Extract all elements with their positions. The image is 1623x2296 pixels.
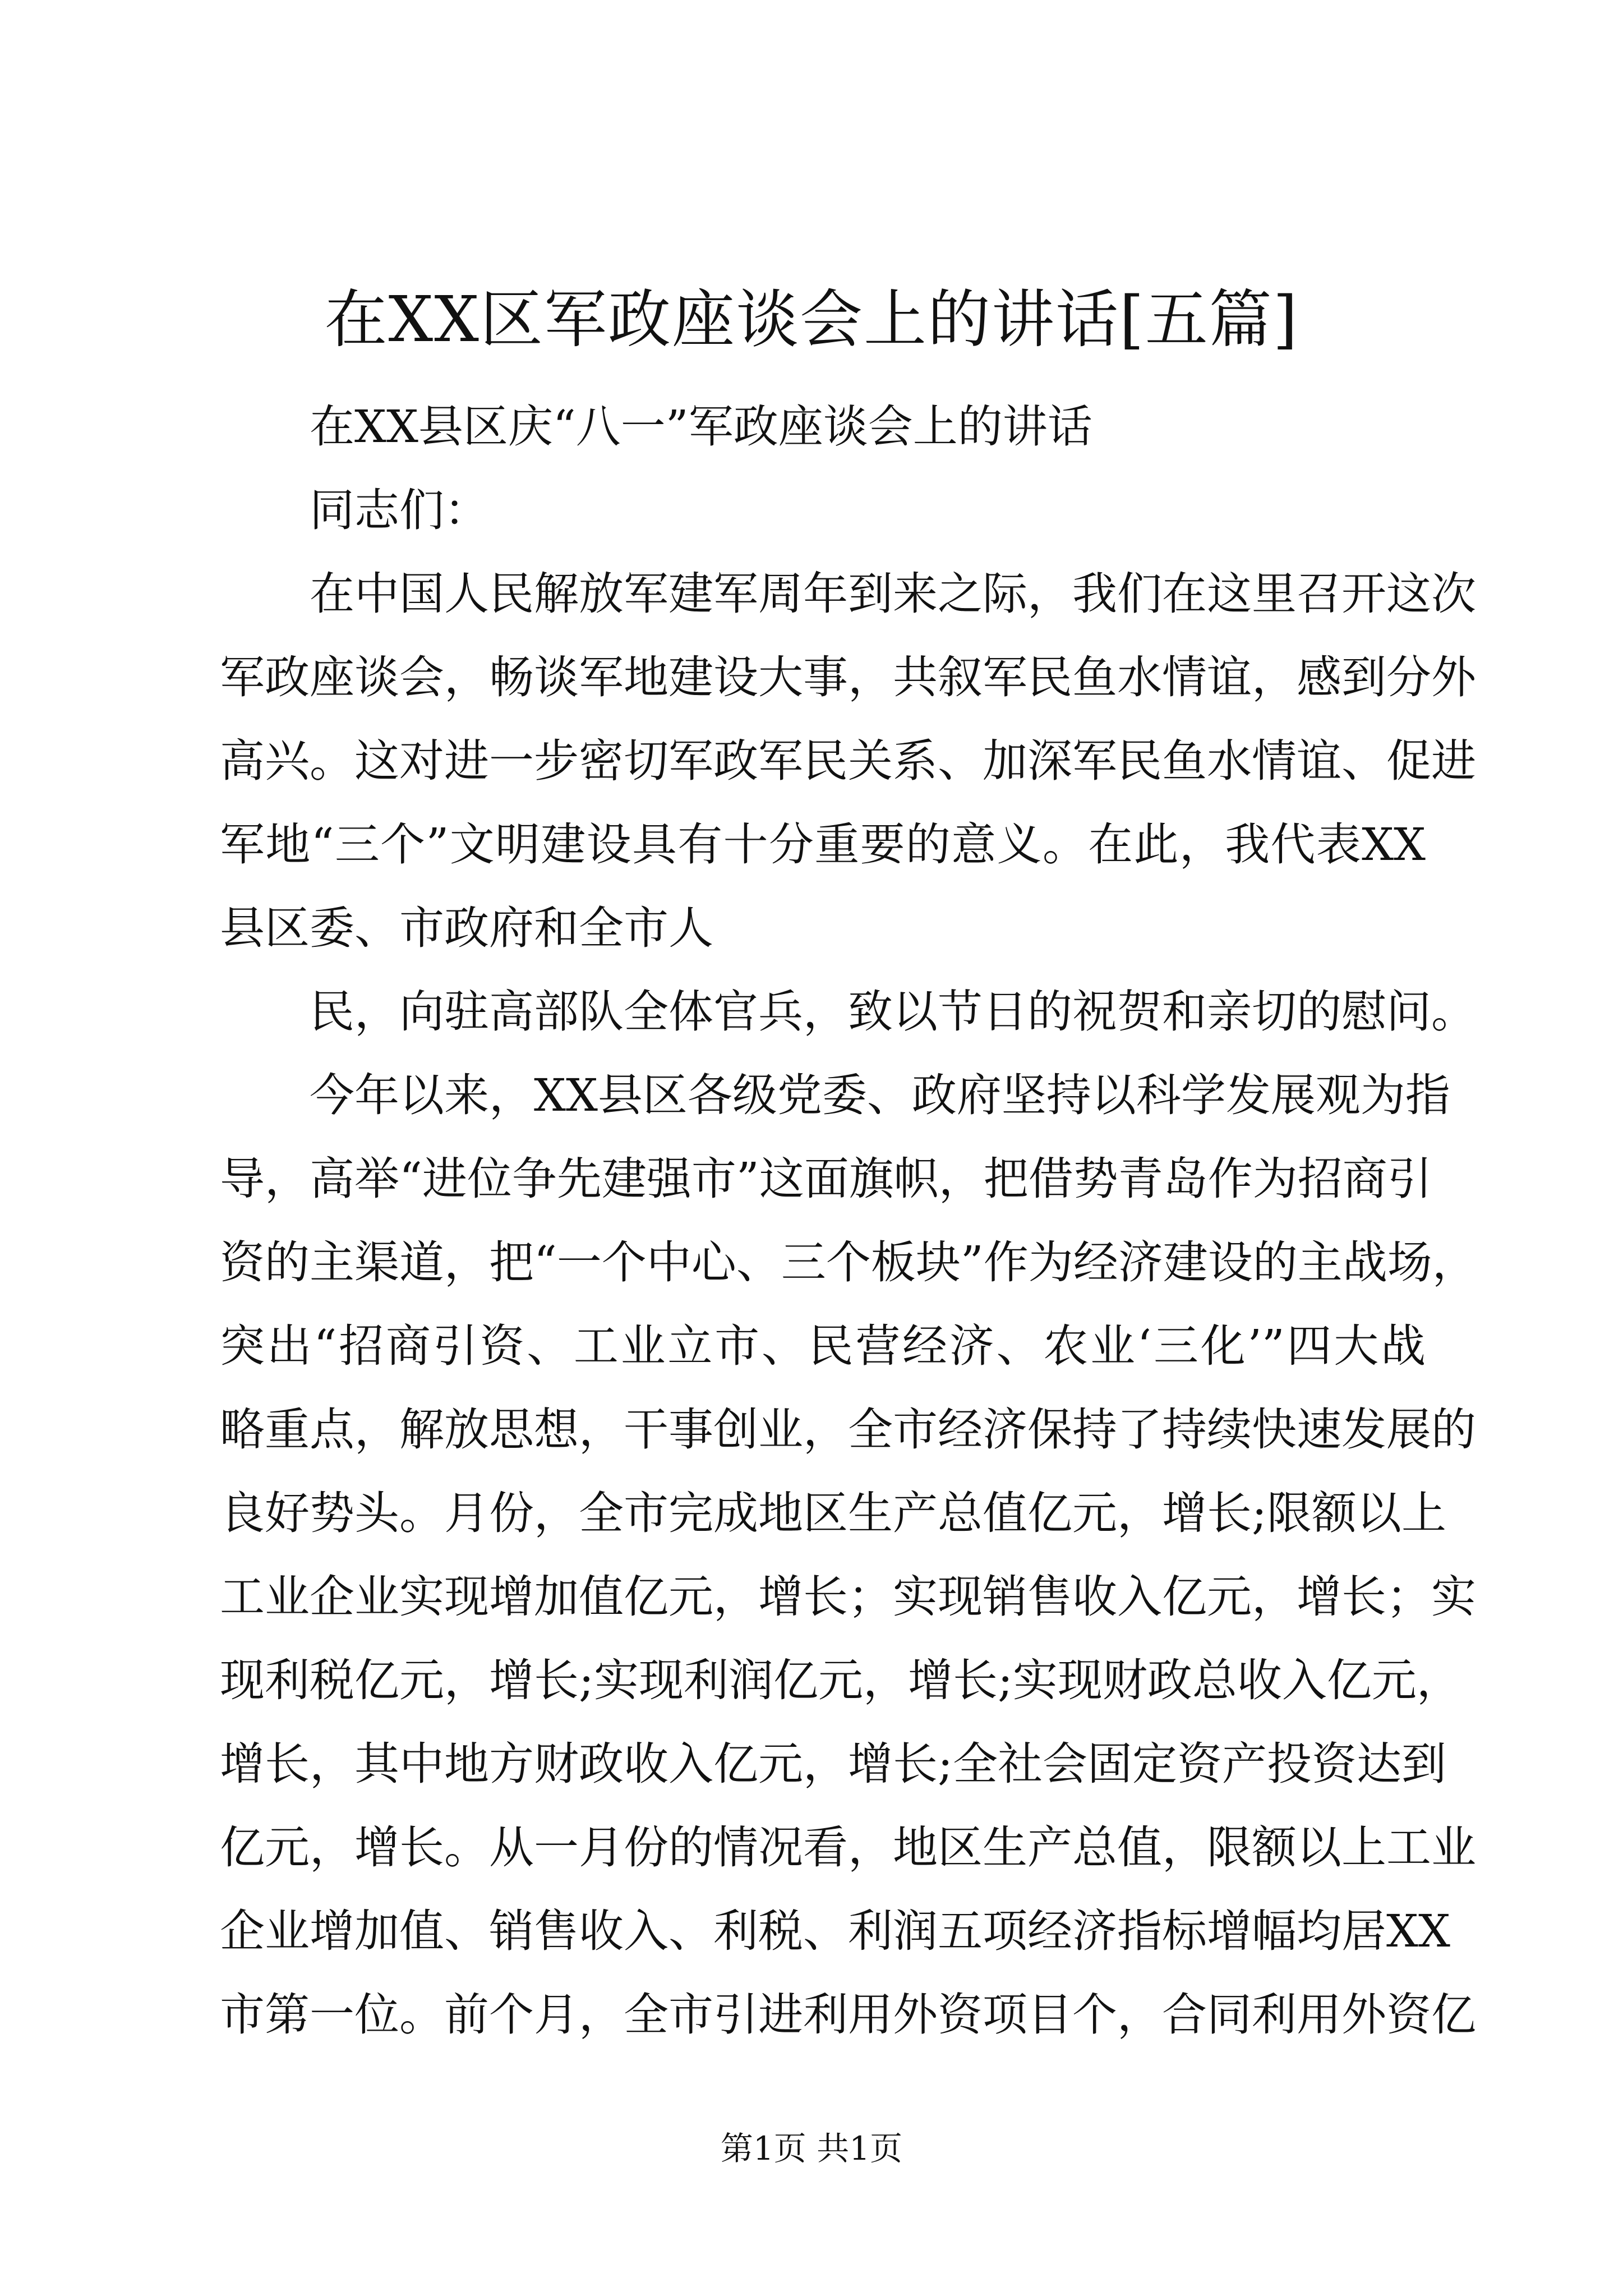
- text-line: 在XX县区庆“八一”军政座谈会上的讲话: [310, 401, 1092, 453]
- text-line: 增长，其中地方财政收入亿元，增长;全社会固定资产投资达到: [220, 1738, 1446, 1790]
- text-line: 亿元，增长。从一月份的情况看，地区生产总值，限额以上工业: [220, 1821, 1476, 1874]
- text-line: 市第一位。前个月，全市引进利用外资项目个，合同利用外资亿: [220, 1989, 1476, 2041]
- text-line: 民，向驻高部队全体官兵，致以节日的祝贺和亲切的慰问。: [310, 986, 1476, 1038]
- text-line: 今年以来，XX县区各级党委、政府坚持以科学发展观为指: [310, 1069, 1450, 1121]
- document-body: [220, 385, 1477, 2056]
- text-line: 高兴。这对进一步密切军政军民关系、加深军民鱼水情谊、促进: [220, 735, 1476, 787]
- text-line: 企业增加值、销售收入、利税、利润五项经济指标增幅均居XX: [220, 1905, 1450, 1957]
- text-line: 资的主渠道，把“一个中心、三个板块”作为经济建设的主战场，: [220, 1236, 1477, 1289]
- page-number: 第1页 共1页: [720, 2129, 903, 2168]
- text-line: 工业企业实现增加值亿元，增长；实现销售收入亿元，增长；实: [220, 1571, 1476, 1623]
- text-line: 军地“三个”文明建设具有十分重要的意义。在此，我代表XX: [220, 818, 1426, 871]
- text-line: 良好势头。月份，全市完成地区生产总值亿元，增长;限额以上: [220, 1487, 1446, 1539]
- text-line: 军政座谈会，畅谈军地建设大事，共叙军民鱼水情谊，感到分外: [220, 651, 1476, 703]
- text-line: 在中国人民解放军建军周年到来之际，我们在这里召开这次: [310, 568, 1476, 620]
- text-line: 略重点，解放思想，干事创业，全市经济保持了持续快速发展的: [220, 1404, 1476, 1456]
- text-line: 县区委、市政府和全市人: [220, 902, 713, 954]
- text-line: 同志们：: [310, 484, 489, 536]
- text-line: 现利税亿元，增长;实现利润亿元，增长;实现财政总收入亿元，: [220, 1654, 1461, 1706]
- text-line: 导，高举“进位争先建强市”这面旗帜，把借势青岛作为招商引: [220, 1153, 1432, 1205]
- document-title: 在XX区军政座谈会上的讲话[五篇]: [324, 283, 1299, 356]
- text-line: 突出“招商引资、工业立市、民营经济、农业‘三化’”四大战: [220, 1320, 1426, 1372]
